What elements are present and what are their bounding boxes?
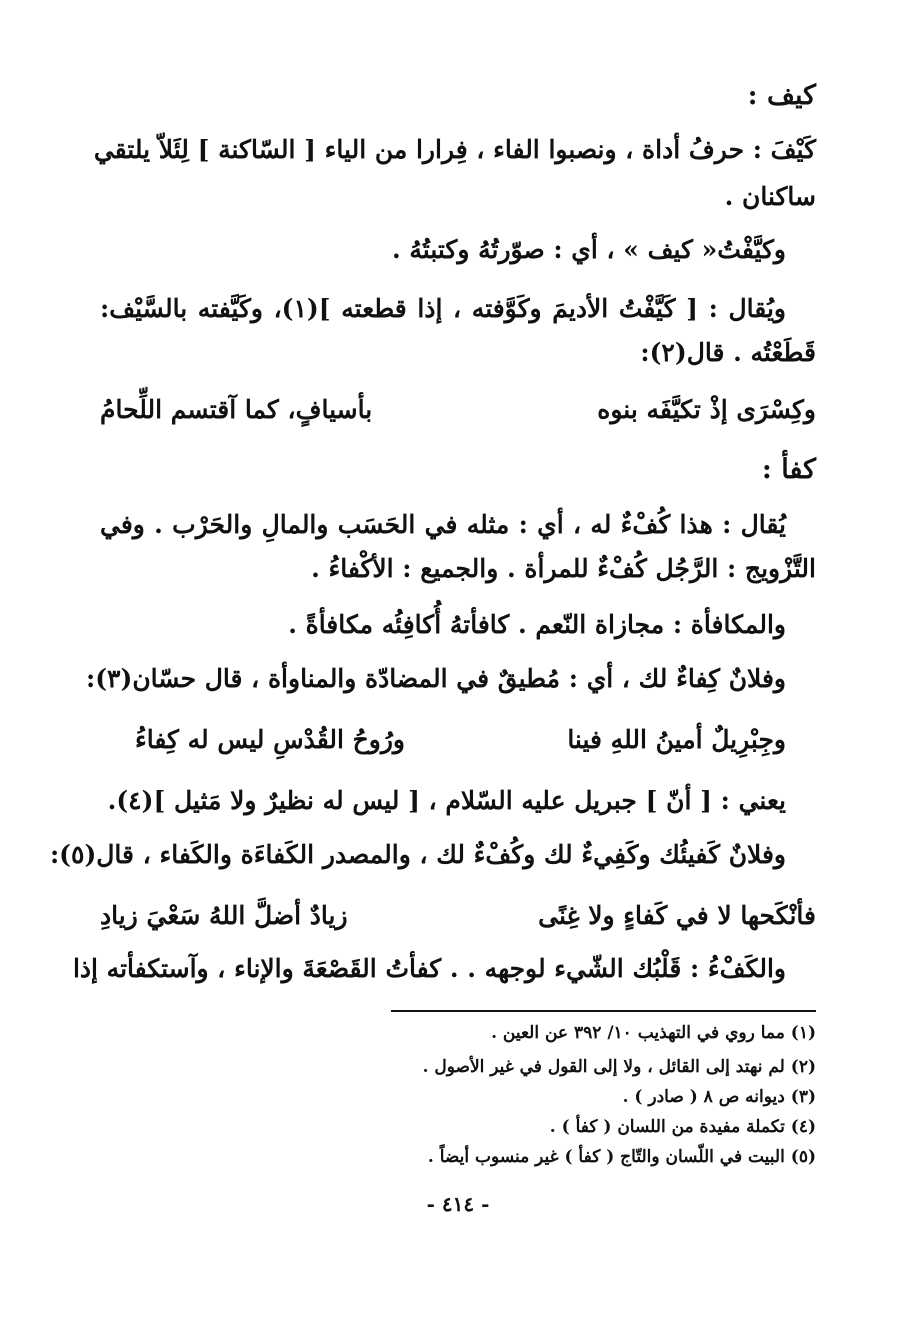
entry-heading-kayfa: كيف : bbox=[747, 80, 816, 111]
entry-heading-kafa: كفأ : bbox=[761, 454, 816, 485]
verse-hemistich-first: وجِبْرِيلٌ أمينُ اللهِ فينا bbox=[567, 725, 786, 754]
verse-hemistich-second: ورُوحُ القُدْسِ ليس له كِفاءُ bbox=[135, 725, 405, 754]
verse-hemistich-first: وكِسْرَى إذْ تكيَّفَه بنوه bbox=[597, 395, 816, 424]
verse-line bbox=[100, 720, 816, 760]
verse-hemistich-second: زيادٌ أضلَّ اللهُ سَعْيَ زيادِ bbox=[100, 901, 348, 930]
paragraph-line: ساكنان . bbox=[724, 182, 816, 211]
paragraph-line: كَيْفَ : حرفُ أداة ، ونصبوا الفاء ، فِرارا من الياء [ السّاكنة ] لِئَلاّ يلتقي bbox=[93, 135, 816, 164]
paragraph-line: ويُقال : [ كَيَّفْتُ الأديمَ وكَوَّفته ، إذا قطعته ](١)، وكَيَّفته بالسَّيْف: bbox=[100, 294, 786, 323]
verse-hemistich-first: فأنْكَحها لا في كَفاءٍ ولا غِنًى bbox=[538, 901, 816, 930]
paragraph-line: وفلانٌ كَفيئُك وكَفِيءٌ لك وكُفْءٌ لك ، والمصدر الكَفاءَة والكَفاء ، قال(٥): bbox=[49, 840, 786, 869]
paragraph-line: وكيَّفْتُ« كيف » ، أي : صوّرتُهُ وكتبتُهُ . bbox=[391, 235, 786, 264]
verse-hemistich-second: بأسيافٍ، كما آقتسم اللِّحامُ bbox=[100, 395, 373, 424]
footnote: (٥) البيت في اللّسان والتّاج ( كفأ ) غير منسوب أيضاً . bbox=[427, 1147, 816, 1167]
paragraph-line: والكَفْءُ : قَلْبُك الشّيء لوجهه . . كفأتُ القَصْعَةَ والإناء ، وآستكفأته إذا bbox=[72, 954, 786, 983]
paragraph-line: قَطَعْتُه . قال(٢): bbox=[640, 338, 816, 367]
footnote-divider bbox=[391, 1010, 816, 1012]
paragraph-line: التَّزْويج : الرَّجُل كُفْءٌ للمرأة . والجميع : الأكْفاءُ . bbox=[311, 554, 816, 583]
paragraph-line: والمكافأة : مجازاة النّعم . كافأتهُ أُكافِئُه مكافأةً . bbox=[288, 610, 786, 639]
footnote: (١) مما روي في التهذيب ١٠/ ٣٩٢ عن العين . bbox=[491, 1023, 816, 1043]
footnote: (٤) تكملة مفيدة من اللسان ( كفأ ) . bbox=[549, 1117, 816, 1137]
footnote: (٣) ديوانه ص ٨ ( صادر ) . bbox=[622, 1087, 816, 1107]
paragraph-line: يُقال : هذا كُفْءٌ له ، أي : مثله في الحَسَب والمالِ والحَرْب . وفي bbox=[100, 510, 786, 539]
page-number: - ٤١٤ - bbox=[426, 1192, 490, 1216]
verse-line bbox=[100, 390, 816, 430]
verse-line bbox=[100, 896, 816, 936]
paragraph-line: وفلانٌ كِفاءٌ لك ، أي : مُطيقٌ في المضادّة والمناوأة ، قال حسّان(٣): bbox=[85, 664, 786, 693]
paragraph-line: يعني : [ أنّ ] جبريل عليه السّلام ، [ ليس له نظيرٌ ولا مَثيل ](٤). bbox=[107, 786, 786, 815]
footnote: (٢) لم نهتد إلى القائل ، ولا إلى القول في غير الأصول . bbox=[422, 1057, 816, 1077]
